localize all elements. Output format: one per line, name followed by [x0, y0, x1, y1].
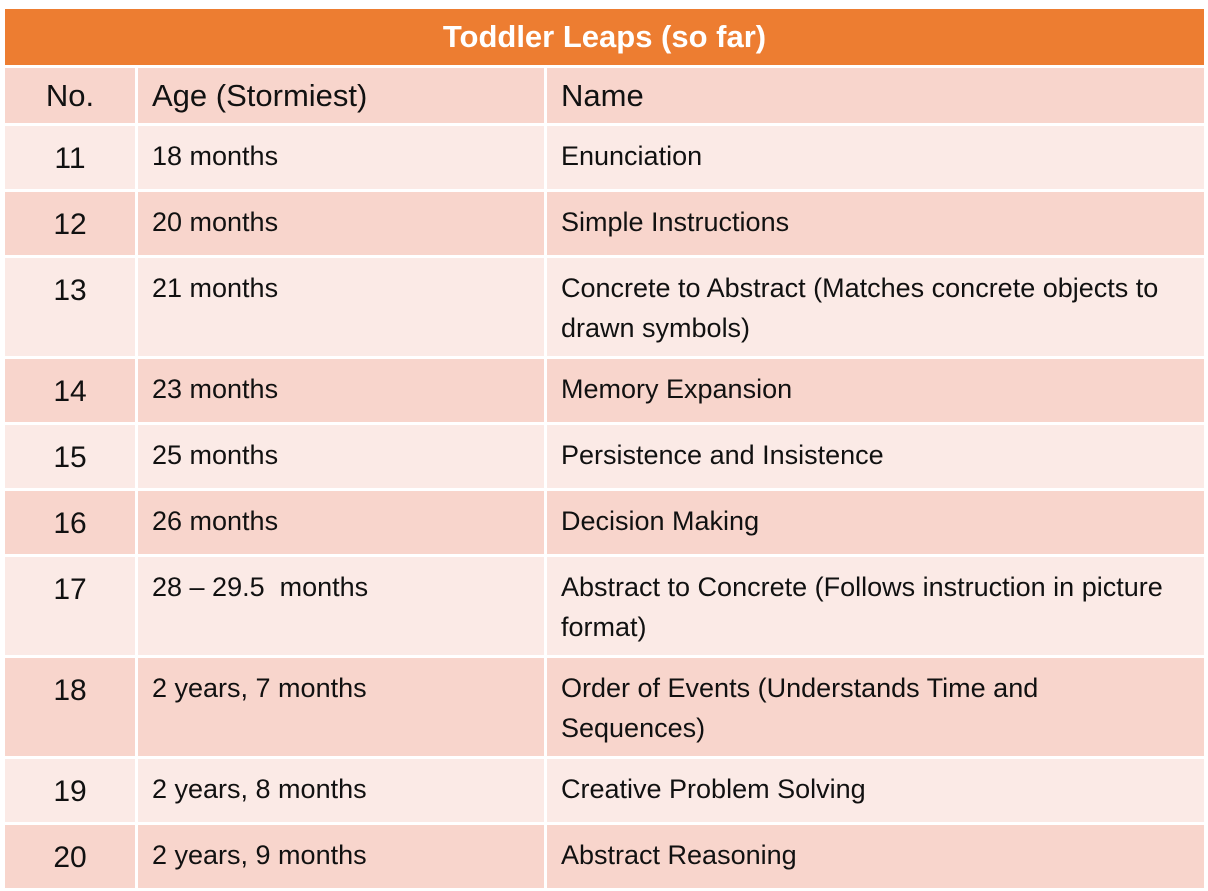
table-row [4, 125, 1206, 191]
cell-age: 21 months [137, 257, 546, 358]
cell-name: Enunciation [546, 125, 1206, 191]
cell-no: 18 [4, 657, 137, 758]
cell-name: Abstract Reasoning [546, 824, 1206, 890]
table-row [4, 191, 1206, 257]
cell-age: 28 – 29.5 months [137, 556, 546, 657]
header-name: Name [546, 67, 1206, 125]
cell-name: Decision Making [546, 490, 1206, 556]
header-age: Age (Stormiest) [137, 67, 546, 125]
cell-age: 2 years, 8 months [137, 758, 546, 824]
table-row [4, 424, 1206, 490]
header-no: No. [4, 67, 137, 125]
cell-age: 2 years, 7 months [137, 657, 546, 758]
table-row [4, 556, 1206, 657]
table-row [4, 257, 1206, 358]
toddler-leaps-table [2, 6, 1207, 891]
cell-name: Simple Instructions [546, 191, 1206, 257]
table-row [4, 657, 1206, 758]
cell-name: Concrete to Abstract (Matches concrete objects to drawn symbols) [546, 257, 1206, 358]
cell-name: Order of Events (Understands Time and Sequences) [546, 657, 1206, 758]
table-row [4, 490, 1206, 556]
cell-no: 13 [4, 257, 137, 358]
title-row [4, 8, 1206, 67]
cell-no: 11 [4, 125, 137, 191]
table-title: Toddler Leaps (so far) [4, 8, 1206, 67]
cell-no: 16 [4, 490, 137, 556]
cell-no: 14 [4, 358, 137, 424]
table-row [4, 758, 1206, 824]
cell-name: Abstract to Concrete (Follows instruction in picture format) [546, 556, 1206, 657]
table-row [4, 358, 1206, 424]
cell-no: 17 [4, 556, 137, 657]
cell-name: Creative Problem Solving [546, 758, 1206, 824]
cell-age: 26 months [137, 490, 546, 556]
cell-no: 15 [4, 424, 137, 490]
header-row [4, 67, 1206, 125]
table-row [4, 824, 1206, 890]
cell-age: 25 months [137, 424, 546, 490]
cell-no: 12 [4, 191, 137, 257]
cell-age: 18 months [137, 125, 546, 191]
cell-age: 23 months [137, 358, 546, 424]
cell-name: Persistence and Insistence [546, 424, 1206, 490]
cell-age: 2 years, 9 months [137, 824, 546, 890]
cell-no: 20 [4, 824, 137, 890]
cell-name: Memory Expansion [546, 358, 1206, 424]
cell-no: 19 [4, 758, 137, 824]
cell-age: 20 months [137, 191, 546, 257]
